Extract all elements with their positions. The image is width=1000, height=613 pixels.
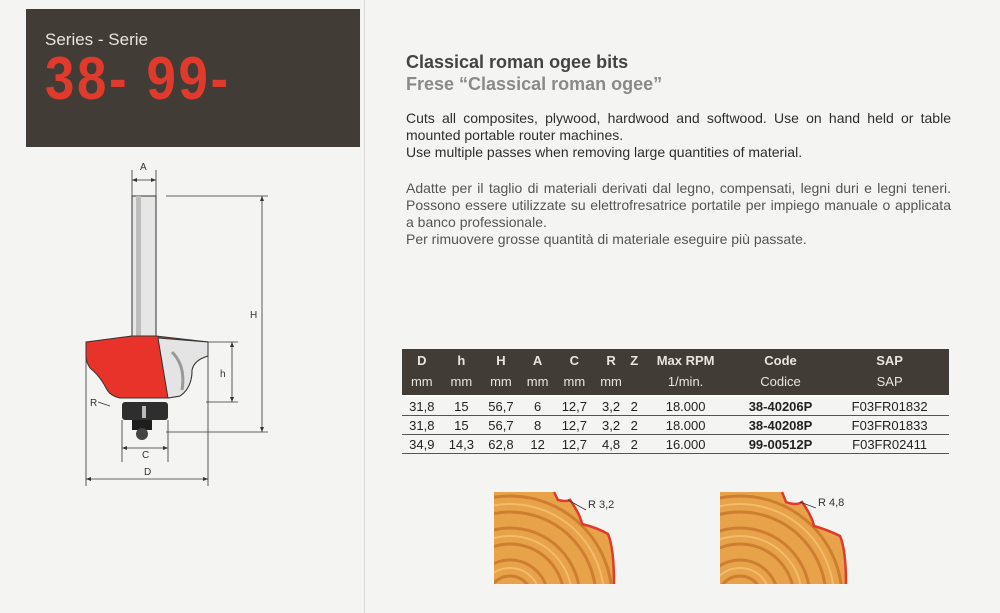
router-bit-diagram [76,156,276,488]
column-divider [364,0,365,613]
profile-label-r48: R 4,8 [818,497,845,509]
header-sap: SAP [830,349,949,369]
cell-max-rpm: 18.000 [640,396,730,416]
unit-C: mm [555,369,595,396]
profile-sample-r32 [490,488,650,588]
cell-A: 12 [521,435,555,454]
header-R: R [594,349,628,369]
unit-H: mm [481,369,521,396]
description-en-line: Cuts all composites, plywood, hardwood and softwood. Use on hand held or table mounted portable router machines. [406,110,951,143]
series-banner [26,9,360,147]
table-row [402,416,949,435]
cell-H: 62,8 [481,435,521,454]
cell-h: 15 [442,396,482,416]
label-h: h [220,369,226,380]
product-title-en: Classical roman ogee bits [406,52,629,72]
header-h: h [442,349,482,369]
cell-Z: 2 [628,435,640,454]
label-C: C [142,450,150,461]
product-title-it: Frese “Classical roman ogee” [406,74,663,94]
cell-max-rpm: 18.000 [640,416,730,435]
header-Z: Z [628,349,640,369]
cell-R: 4,8 [594,435,628,454]
header-D: D [402,349,442,369]
cell-C: 12,7 [555,396,595,416]
unit-D: mm [402,369,442,396]
cell-sap: F03FR01833 [830,416,949,435]
unit-R: mm [594,369,628,396]
cell-Z: 2 [628,396,640,416]
description-it-line: Adatte per il taglio di materiali derivati dal legno, compensati, legni duri e legni teneri. Possono essere utilizzate su elettrofresatrice portatile per impiego manuale o applicata a banco professionale. [406,180,951,230]
cell-code: 99-00512P [731,435,830,454]
description-it-line: Per rimuovere grosse quantità di materiale eseguire più passate. [406,231,807,247]
header-max-rpm: Max RPM [640,349,730,369]
cell-D: 31,8 [402,396,442,416]
table-units-row [402,369,949,396]
table-row [402,396,949,416]
cell-H: 56,7 [481,416,521,435]
series-label: Series - Serie [45,30,148,49]
cell-Z: 2 [628,416,640,435]
cell-R: 3,2 [594,416,628,435]
unit-code: Codice [731,369,830,396]
label-A: A [140,162,147,173]
cell-max-rpm: 16.000 [640,435,730,454]
specs-table [402,349,949,454]
profile-sample-r48 [716,488,876,588]
cell-C: 12,7 [555,416,595,435]
cell-D: 31,8 [402,416,442,435]
header-code: Code [731,349,830,369]
description-en [406,110,951,161]
header-A: A [521,349,555,369]
unit-Z [628,369,640,396]
unit-max-rpm: 1/min. [640,369,730,396]
unit-sap: SAP [830,369,949,396]
unit-A: mm [521,369,555,396]
cell-h: 14,3 [442,435,482,454]
series-number: 38- 99- [45,45,231,112]
cell-H: 56,7 [481,396,521,416]
description-it [406,180,951,248]
cell-D: 34,9 [402,435,442,454]
cell-sap: F03FR02411 [830,435,949,454]
cell-code: 38-40208P [731,416,830,435]
profile-label-r32: R 3,2 [588,499,615,511]
cell-sap: F03FR01832 [830,396,949,416]
unit-h: mm [442,369,482,396]
cell-A: 6 [521,396,555,416]
cell-code: 38-40206P [731,396,830,416]
description-en-line: Use multiple passes when removing large quantities of material. [406,144,803,160]
table-header-row [402,349,949,369]
header-H: H [481,349,521,369]
cell-R: 3,2 [594,396,628,416]
header-C: C [555,349,595,369]
cell-h: 15 [442,416,482,435]
label-D: D [144,467,152,478]
label-R: R [90,398,98,409]
table-row [402,435,949,454]
label-H: H [250,310,258,321]
cell-C: 12,7 [555,435,595,454]
cell-A: 8 [521,416,555,435]
